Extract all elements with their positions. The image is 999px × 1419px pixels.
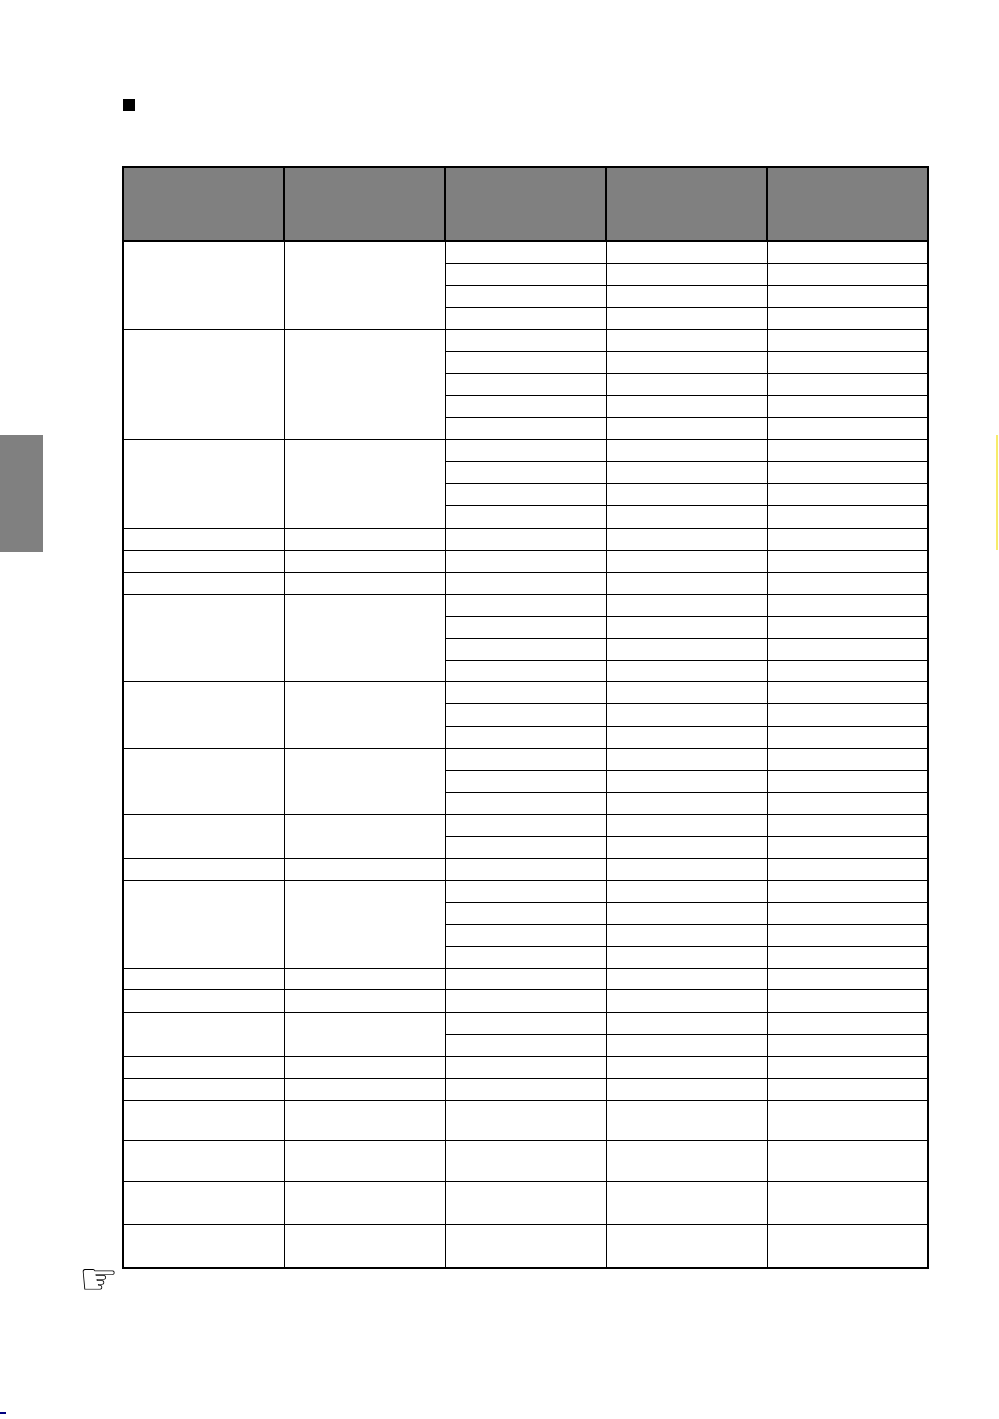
- table-cell: [767, 858, 928, 880]
- merged-cell-col2: [284, 594, 445, 681]
- table-cell: [123, 1056, 284, 1078]
- table-cell: [445, 748, 606, 770]
- table-cell: [767, 483, 928, 505]
- table-cell: [606, 307, 767, 329]
- table-cell: [445, 395, 606, 417]
- table-row: [123, 681, 928, 703]
- table-cell: [606, 946, 767, 968]
- table-cell: [445, 638, 606, 660]
- table-header-cell-2: [284, 167, 445, 241]
- corner-mark: [0, 1412, 6, 1414]
- table-cell: [123, 572, 284, 594]
- table-cell: [123, 968, 284, 989]
- table-cell: [123, 1224, 284, 1268]
- table-cell: [606, 241, 767, 263]
- table-cell: [445, 505, 606, 528]
- table-cell: [284, 572, 445, 594]
- table-cell: [767, 594, 928, 616]
- table-row: [123, 880, 928, 902]
- table-cell: [123, 1078, 284, 1100]
- table-cell: [606, 1181, 767, 1224]
- table-cell: [606, 660, 767, 681]
- table-row: [123, 1056, 928, 1078]
- table-cell: [445, 770, 606, 792]
- table-cell: [606, 1012, 767, 1034]
- table-row: [123, 1100, 928, 1140]
- table-cell: [767, 329, 928, 351]
- table-cell: [767, 660, 928, 681]
- table-row: [123, 748, 928, 770]
- table-cell: [123, 528, 284, 550]
- table-cell: [767, 703, 928, 726]
- table-cell: [284, 1140, 445, 1181]
- merged-cell-col2: [284, 329, 445, 439]
- table-cell: [445, 902, 606, 924]
- table-cell: [445, 373, 606, 395]
- merged-cell-col1: [123, 439, 284, 528]
- table-cell: [767, 241, 928, 263]
- table-cell: [123, 989, 284, 1012]
- section-bullet-icon: [123, 99, 135, 111]
- merged-cell-col2: [284, 241, 445, 329]
- table-cell: [767, 836, 928, 858]
- table-cell: [767, 748, 928, 770]
- table-cell: [445, 417, 606, 439]
- table-cell: [767, 1012, 928, 1034]
- table-cell: [606, 1224, 767, 1268]
- table-cell: [606, 792, 767, 814]
- table-cell: [445, 1056, 606, 1078]
- table-cell: [767, 880, 928, 902]
- table-row: [123, 241, 928, 263]
- table-cell: [767, 373, 928, 395]
- table-cell: [284, 1078, 445, 1100]
- table-cell: [767, 770, 928, 792]
- table-cell: [445, 1078, 606, 1100]
- table-cell: [445, 1181, 606, 1224]
- table-cell: [767, 968, 928, 989]
- table-cell: [606, 968, 767, 989]
- table-cell: [606, 1034, 767, 1056]
- table-cell: [123, 1181, 284, 1224]
- table-cell: [606, 594, 767, 616]
- table-header-row: [123, 167, 928, 241]
- table-cell: [445, 792, 606, 814]
- table-cell: [767, 814, 928, 836]
- merged-cell-col1: [123, 814, 284, 858]
- table-cell: [606, 417, 767, 439]
- table-row: [123, 1224, 928, 1268]
- table-cell: [606, 263, 767, 285]
- table-cell: [606, 858, 767, 880]
- table-cell: [767, 1224, 928, 1268]
- table-row: [123, 572, 928, 594]
- table-cell: [445, 946, 606, 968]
- table-cell: [767, 395, 928, 417]
- table-cell: [767, 726, 928, 748]
- table-row: [123, 439, 928, 461]
- table-cell: [606, 836, 767, 858]
- table-cell: [767, 1100, 928, 1140]
- table-cell: [123, 1100, 284, 1140]
- table-row: [123, 1012, 928, 1034]
- table-cell: [767, 989, 928, 1012]
- table-cell: [767, 351, 928, 373]
- table-cell: [606, 1078, 767, 1100]
- merged-cell-col2: [284, 814, 445, 858]
- merged-cell-col1: [123, 748, 284, 814]
- table-cell: [767, 1034, 928, 1056]
- table-cell: [606, 439, 767, 461]
- table-cell: [606, 1056, 767, 1078]
- table-cell: [445, 616, 606, 638]
- table-cell: [606, 395, 767, 417]
- table-cell: [606, 1140, 767, 1181]
- merged-cell-col1: [123, 329, 284, 439]
- merged-cell-col2: [284, 681, 445, 748]
- table-row: [123, 329, 928, 351]
- table-cell: [606, 528, 767, 550]
- table-row: [123, 1078, 928, 1100]
- merged-cell-col1: [123, 681, 284, 748]
- table-cell: [284, 858, 445, 880]
- merged-cell-col1: [123, 241, 284, 329]
- table-cell: [767, 307, 928, 329]
- table-cell: [445, 880, 606, 902]
- table-cell: [445, 814, 606, 836]
- table-cell: [767, 528, 928, 550]
- table-cell: [767, 946, 928, 968]
- table-row: [123, 1140, 928, 1181]
- table-cell: [767, 1140, 928, 1181]
- table-cell: [606, 329, 767, 351]
- table-cell: [445, 550, 606, 572]
- table-cell: [606, 814, 767, 836]
- table-cell: [767, 902, 928, 924]
- table-header-cell-3: [445, 167, 606, 241]
- edge-accent-line: [996, 435, 998, 550]
- merged-cell-col2: [284, 748, 445, 814]
- table-cell: [445, 1224, 606, 1268]
- table-cell: [606, 616, 767, 638]
- table-cell: [606, 989, 767, 1012]
- table-cell: [445, 989, 606, 1012]
- table-cell: [606, 726, 767, 748]
- table-cell: [606, 505, 767, 528]
- table-cell: [606, 572, 767, 594]
- table-cell: [767, 1056, 928, 1078]
- table-cell: [606, 483, 767, 505]
- table-cell: [445, 858, 606, 880]
- table-cell: [767, 638, 928, 660]
- table-cell: [606, 880, 767, 902]
- table-cell: [767, 285, 928, 307]
- table-cell: [445, 483, 606, 505]
- table-row: [123, 814, 928, 836]
- table-cell: [284, 1056, 445, 1078]
- table-cell: [445, 329, 606, 351]
- table-cell: [445, 351, 606, 373]
- table-cell: [606, 550, 767, 572]
- merged-cell-col1: [123, 594, 284, 681]
- table-row: [123, 968, 928, 989]
- table-cell: [284, 528, 445, 550]
- merged-cell-col2: [284, 439, 445, 528]
- table-cell: [767, 417, 928, 439]
- table-cell: [445, 660, 606, 681]
- side-tab-marker: [0, 435, 43, 552]
- table-cell: [767, 924, 928, 946]
- table-cell: [606, 748, 767, 770]
- table-cell: [767, 505, 928, 528]
- table-cell: [606, 1100, 767, 1140]
- table-cell: [445, 836, 606, 858]
- table-cell: [767, 263, 928, 285]
- table-cell: [606, 351, 767, 373]
- table-cell: [445, 924, 606, 946]
- table-header-cell-5: [767, 167, 928, 241]
- table-cell: [767, 439, 928, 461]
- table-cell: [445, 681, 606, 703]
- table-cell: [445, 703, 606, 726]
- table-cell: [606, 703, 767, 726]
- table-cell: [445, 726, 606, 748]
- table-cell: [445, 1140, 606, 1181]
- table-header-cell-1: [123, 167, 284, 241]
- table-row: [123, 594, 928, 616]
- table-cell: [767, 461, 928, 483]
- table-cell: [445, 594, 606, 616]
- table-cell: [284, 1100, 445, 1140]
- table-cell: [606, 770, 767, 792]
- table-cell: [445, 1012, 606, 1034]
- merged-cell-col1: [123, 1012, 284, 1056]
- table-cell: [123, 1140, 284, 1181]
- table-cell: [767, 792, 928, 814]
- table-cell: [445, 1100, 606, 1140]
- table-cell: [606, 924, 767, 946]
- table-cell: [767, 572, 928, 594]
- table-row: [123, 550, 928, 572]
- table-header-cell-4: [606, 167, 767, 241]
- table-cell: [445, 241, 606, 263]
- table-cell: [445, 439, 606, 461]
- table-cell: [606, 638, 767, 660]
- table-cell: [284, 989, 445, 1012]
- table-cell: [284, 968, 445, 989]
- table-cell: [767, 550, 928, 572]
- table-cell: [767, 1078, 928, 1100]
- table-cell: [606, 681, 767, 703]
- table-cell: [284, 1181, 445, 1224]
- table-cell: [767, 681, 928, 703]
- table-cell: [284, 1224, 445, 1268]
- table-cell: [767, 1181, 928, 1224]
- table-cell: [606, 902, 767, 924]
- table-cell: [606, 461, 767, 483]
- table-cell: [445, 1034, 606, 1056]
- table-cell: [445, 572, 606, 594]
- table-cell: [606, 373, 767, 395]
- table-cell: [767, 616, 928, 638]
- timing-table: [122, 166, 929, 1269]
- merged-cell-col1: [123, 880, 284, 968]
- merged-cell-col2: [284, 880, 445, 968]
- table-cell: [445, 285, 606, 307]
- table-cell: [606, 285, 767, 307]
- table-cell: [445, 263, 606, 285]
- table-cell: [445, 307, 606, 329]
- merged-cell-col2: [284, 1012, 445, 1056]
- table-cell: [445, 528, 606, 550]
- table-cell: [284, 550, 445, 572]
- table-cell: [123, 550, 284, 572]
- table-row: [123, 989, 928, 1012]
- table-row: [123, 528, 928, 550]
- table-cell: [445, 461, 606, 483]
- table-cell: [445, 968, 606, 989]
- table-row: [123, 1181, 928, 1224]
- pointing-hand-icon: ☞: [79, 1254, 119, 1305]
- table-row: [123, 858, 928, 880]
- table-cell: [123, 858, 284, 880]
